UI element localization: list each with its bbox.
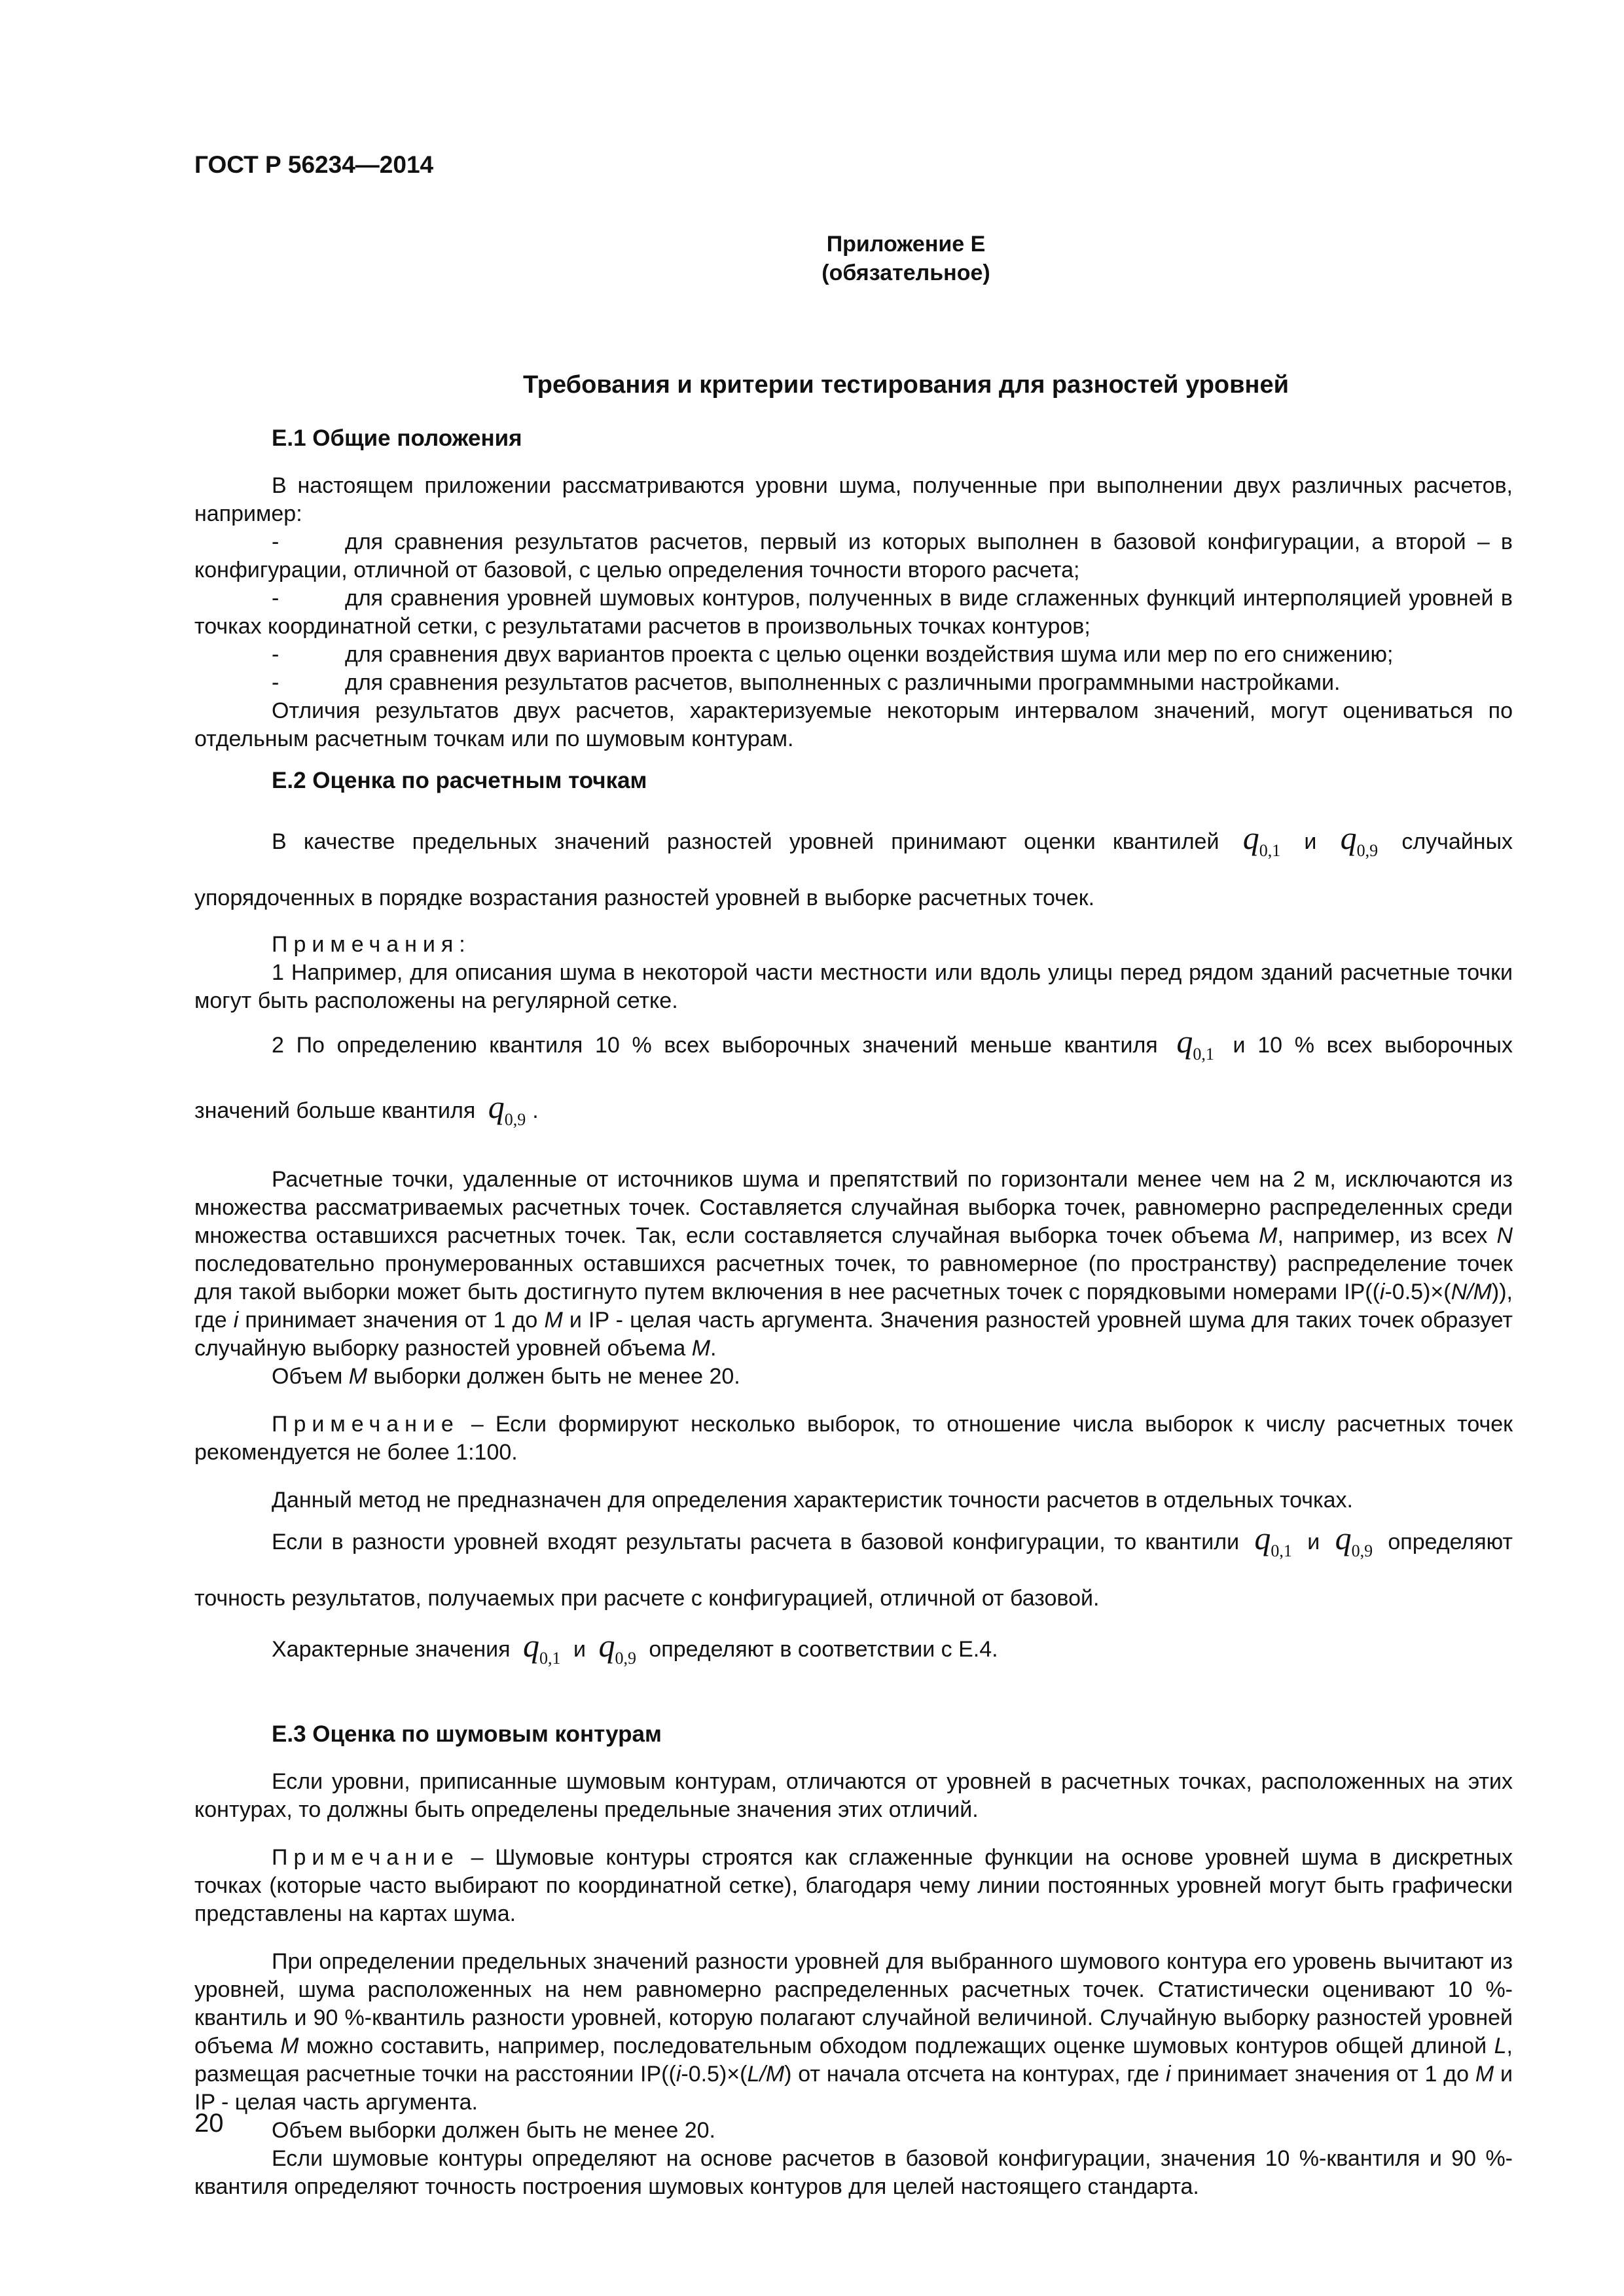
document-page <box>194 151 1513 2201</box>
math-subscript: 0,9 <box>504 1110 526 1129</box>
text-run: и IP - целая часть аргумента. Значения разностей уровней шума для таких точек образует случайную выборку разностей уровней объема <box>194 1308 1513 1361</box>
list-dash: - <box>272 586 280 611</box>
text-run: Объем <box>272 1364 349 1389</box>
italic-var: L/M <box>747 2062 785 2087</box>
text-run: выборки должен быть не менее 20. <box>367 1364 740 1389</box>
italic-var: i <box>676 2062 681 2087</box>
text-run: и 10 % всех выборочных значений больше квантиля <box>194 1033 1513 1123</box>
annex-status: (обязательное) <box>821 260 990 285</box>
paragraph <box>194 1166 1513 1363</box>
text-run: определяют точность результатов, получаемых при расчете с конфигурацией, отличной от базовой. <box>194 1530 1513 1611</box>
text-run: )), где <box>194 1280 1513 1333</box>
annex-title: Требования и критерии тестирования для разностей уровней <box>523 371 1289 399</box>
list-item <box>194 584 1513 641</box>
page-number: 20 <box>194 2109 224 2138</box>
text-run: последовательно пронумерованных оставшихся расчетных точек, то равномерное (по пространству) распределение точек для такой выборки может быть достигнуто путем включения в нее расчетных точек с порядковыми номерами IP(( <box>194 1251 1513 1304</box>
quantile-q09 <box>488 1088 526 1129</box>
note <box>194 1015 1513 1146</box>
annex-label: Приложение Е <box>826 232 986 257</box>
text-run: В качестве предельных значений разностей уровней принимают оценки квантилей <box>272 829 1219 854</box>
note-label: Примечание <box>272 1845 460 1870</box>
text-run: , размещая расчетные точки на расстоянии IP(( <box>194 2034 1513 2087</box>
italic-var: M <box>1475 2062 1494 2087</box>
note <box>194 1844 1513 1928</box>
text-run: принимает значения от 1 до <box>238 1308 545 1333</box>
math-subscript: 0,9 <box>1356 841 1379 860</box>
italic-var: N/M <box>1451 1280 1492 1304</box>
text-run: . <box>532 1098 539 1123</box>
note-label: Примечание <box>272 1412 460 1437</box>
italic-var: i <box>233 1308 239 1333</box>
paragraph: Объем выборки должен быть не менее 20. <box>272 2118 715 2143</box>
text-run: При определении предельных значений разности уровней для выбранного шумового контура его уровень вычитают из уровней, шума расположенных на нем равномерно распределенных расчетных точек. Статистически оценивают 10 %-квантиль и 90 %-квантиль разности уровней, которую полагают случайной величиной. Случайную выборку разностей уровней объема <box>194 1949 1513 2058</box>
text-run: случайных упорядоченных в порядке возрастания разностей уровней в выборке расчетных точек. <box>194 829 1513 910</box>
text-run: можно составить, например, последовательным обходом подлежащих оценке шумовых контуров общей длиной <box>298 2034 1494 2058</box>
section-heading-e3: Е.3 Оценка по шумовым контурам <box>272 1721 662 1747</box>
italic-var: i <box>1165 2062 1171 2087</box>
note <box>194 1410 1513 1467</box>
paragraph: Данный метод не предназначен для определения характеристик точности расчетов в отдельных точках. <box>272 1488 1353 1513</box>
math-symbol: q <box>1340 819 1357 856</box>
math-symbol: q <box>488 1088 505 1125</box>
text-run: Если в разности уровней входят результаты расчета в базовой конфигурации, то квантили <box>272 1530 1240 1554</box>
list-item <box>194 528 1513 584</box>
italic-var: L <box>1494 2034 1507 2058</box>
paragraph: В настоящем приложении рассматриваются уровни шума, полученные при выполнении двух различных расчетов, например: <box>194 473 1513 526</box>
list-dash: - <box>272 529 280 554</box>
quantile-q01 <box>523 1627 561 1668</box>
list-item-text: для сравнения двух вариантов проекта с целью оценки воздействия шума или мер по его снижению; <box>345 642 1394 667</box>
section-heading-e1: Е.1 Общие положения <box>272 425 522 451</box>
math-subscript: 0,9 <box>615 1649 636 1668</box>
list-dash: - <box>272 670 280 695</box>
text-run: -0.5)×( <box>1384 1280 1451 1304</box>
italic-var: i <box>1379 1280 1385 1304</box>
list-item-text: для сравнения результатов расчетов, первый из которых выполнен в базовой конфигурации, а второй – в конфигурации, отличной от базовой, с целью определения точности второго расчета; <box>194 529 1513 583</box>
paragraph <box>194 1948 1513 2117</box>
italic-var: M <box>544 1308 563 1333</box>
text-run: , например, из всех <box>1277 1223 1497 1248</box>
math-symbol: q <box>1254 1520 1271 1556</box>
notes-heading-text: Примечания: <box>272 932 471 957</box>
section-heading-e2: Е.2 Оценка по расчетным точкам <box>272 768 647 793</box>
quantile-q01 <box>1242 819 1281 860</box>
italic-var: M <box>1259 1223 1278 1248</box>
text-run: принимает значения от 1 до <box>1170 2062 1475 2087</box>
paragraph: Если шумовые контуры определяют на основе расчетов в базовой конфигурации, значения 10 %-квантиля и 90 %-квантиля определяют точность построения шумовых контуров для целей настоящего стандарта. <box>194 2146 1513 2199</box>
math-symbol: q <box>598 1627 615 1664</box>
list-dash: - <box>272 642 280 667</box>
paragraph: Отличия результатов двух расчетов, характеризуемые некоторым интервалом значений, могут оцениваться по отдельным расчетным точкам или по шумовым контурам. <box>194 698 1513 751</box>
math-symbol: q <box>1242 819 1259 856</box>
text-run: . <box>710 1336 717 1361</box>
math-symbol: q <box>523 1627 540 1664</box>
quantile-q09 <box>1335 1520 1373 1560</box>
list-item <box>194 641 1513 669</box>
math-subscript: 0,1 <box>539 1649 561 1668</box>
list-item-text: для сравнения результатов расчетов, выполненных с различными программными настройками. <box>345 670 1341 695</box>
paragraph <box>194 1515 1513 1622</box>
text-run: – Шумовые контуры строятся как сглаженные функции на основе уровней шума в дискретных точках (которые часто выбирают по координатной сетке), благодаря чему линии постоянных уровней могут быть графически представлены на картах шума. <box>194 1845 1513 1926</box>
italic-var: M <box>280 2034 299 2058</box>
paragraph: Если уровни, приписанные шумовым контурам, отличаются от уровней в расчетных точках, расположенных на этих контурах, то должны быть определены предельные значения этих отличий. <box>194 1769 1513 1822</box>
text-run: – Если формируют несколько выборок, то отношение числа выборок к числу расчетных точек рекомендуется не более 1:100. <box>194 1412 1513 1465</box>
text-run: определяют в соответствии с Е.4. <box>649 1637 998 1662</box>
math-symbol: q <box>1176 1023 1193 1060</box>
quantile-q09 <box>598 1627 636 1668</box>
paragraph <box>194 1363 1513 1391</box>
text-run: и <box>573 1637 586 1662</box>
text-run: 2 По определению квантиля 10 % всех выборочных значений меньше квантиля <box>272 1033 1158 1058</box>
math-subscript: 0,1 <box>1271 1541 1292 1560</box>
math-subscript: 0,9 <box>1351 1541 1373 1560</box>
text-run: и <box>1304 829 1317 854</box>
annex-label-block <box>299 230 1513 287</box>
standard-header: ГОСТ Р 56234—2014 <box>194 151 434 178</box>
text-run: и IP - целая часть аргумента. <box>194 2062 1513 2115</box>
math-symbol: q <box>1335 1520 1352 1556</box>
quantile-q01 <box>1176 1023 1214 1064</box>
math-subscript: 0,1 <box>1193 1045 1214 1064</box>
quantile-q01 <box>1254 1520 1292 1560</box>
math-subscript: 0,1 <box>1259 841 1281 860</box>
text-run: -0.5)×( <box>681 2062 748 2087</box>
text-run: и <box>1307 1530 1320 1554</box>
italic-var: M <box>691 1336 711 1361</box>
italic-var: M <box>348 1364 368 1389</box>
paragraph <box>194 814 1513 922</box>
paragraph <box>194 1622 1513 1682</box>
italic-var: N <box>1496 1223 1513 1248</box>
notes-heading <box>194 931 1513 959</box>
list-item <box>194 669 1513 697</box>
note: 1 Например, для описания шума в некоторой части местности или вдоль улицы перед рядом зданий расчетные точки могут быть расположены на регулярной сетке. <box>194 960 1513 1013</box>
text-run: Характерные значения <box>272 1637 511 1662</box>
text-run: Расчетные точки, удаленные от источников шума и препятствий по горизонтали менее чем на 2 м, исключаются из множества рассматриваемых расчетных точек. Составляется случайная выборка точек, равномерно распределенных среди множества оставшихся расчетных точек. Так, если составляется случайная выборка точек объема <box>194 1167 1513 1248</box>
text-run: ) от начала отсчета на контурах, где <box>784 2062 1166 2087</box>
list-item-text: для сравнения уровней шумовых контуров, полученных в виде сглаженных функций интерполяцией уровней в точках координатной сетки, с результатами расчетов в произвольных точках контуров; <box>194 586 1513 639</box>
quantile-q09 <box>1340 819 1379 860</box>
